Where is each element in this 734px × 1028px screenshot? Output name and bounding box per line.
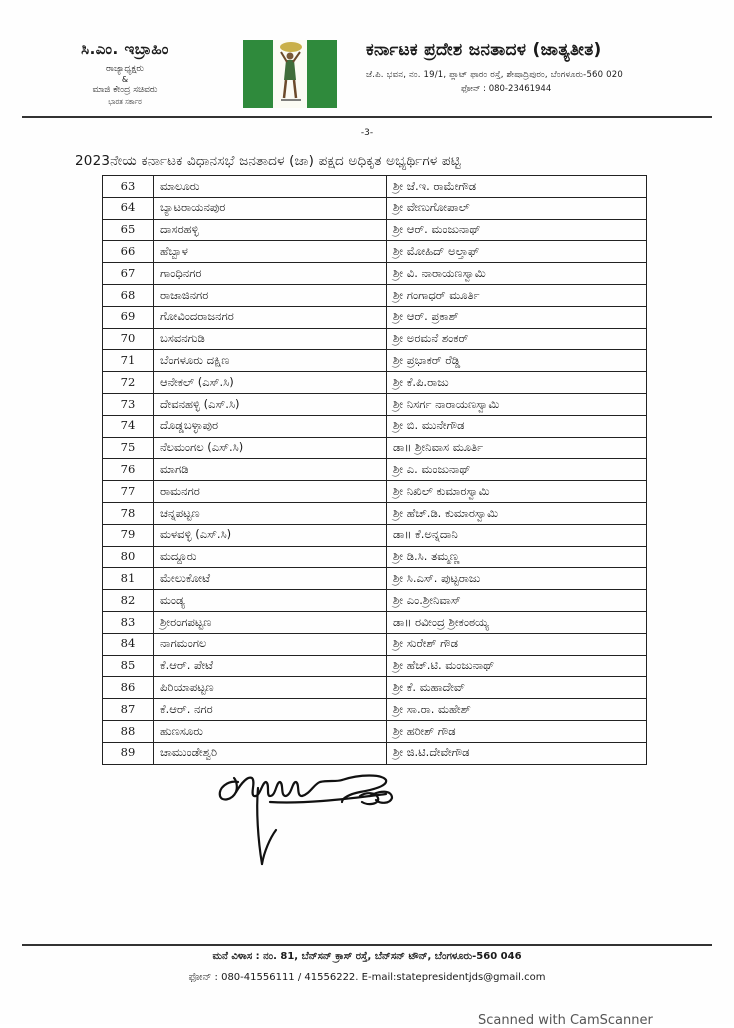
- letterhead-party: [366, 40, 686, 94]
- party-address: ಜೆ.ಪಿ. ಭವನ, ನಂ. 19/1, ಪ್ಲಾಟ್ ಫಾರಂ ರಸ್ತೆ, ಶೇಷಾದ್ರಿಪುರಂ, ಬೆಂಗಳೂರು-560 020: [366, 70, 624, 80]
- page-number: -3-: [360, 128, 374, 138]
- serial-number-cell: 74: [103, 415, 154, 437]
- table-row: [103, 568, 647, 590]
- document-title: 2023ನೇಯ ಕರ್ನಾಟಕ ವಿಧಾನಸಭೆ ಜನತಾದಳ (ಜಾ) ಪಕ್ಷದ ಅಧಿಕೃತ ಅಭ್ಯರ್ಥಿಗಳ ಪಟ್ಟಿ: [75, 153, 461, 169]
- table-row: [103, 437, 647, 459]
- table-row: [103, 263, 647, 285]
- candidate-cell: ಶ್ರೀ ಪ್ರಭಾಕರ್ ರೆಡ್ಡಿ: [387, 350, 647, 372]
- serial-number-cell: 76: [103, 459, 154, 481]
- serial-number-cell: 79: [103, 524, 154, 546]
- constituency-cell: ದೇವನಹಳ್ಳಿ (ಎಸ್.ಸಿ): [154, 393, 387, 415]
- serial-number-cell: 78: [103, 502, 154, 524]
- table-row: [103, 176, 647, 198]
- serial-number-cell: 86: [103, 677, 154, 699]
- candidate-cell: ಶ್ರೀ ಸುರೇಶ್ ಗೌಡ: [387, 633, 647, 655]
- table-row: [103, 720, 647, 742]
- constituency-cell: ಆನೇಕಲ್ (ಎಸ್.ಸಿ): [154, 372, 387, 394]
- serial-number-cell: 69: [103, 306, 154, 328]
- serial-number-cell: 80: [103, 546, 154, 568]
- table-row: [103, 481, 647, 503]
- constituency-cell: ಬೆಂಗಳೂರು ದಕ್ಷಿಣ: [154, 350, 387, 372]
- serial-number-cell: 81: [103, 568, 154, 590]
- candidate-cell: ಶ್ರೀ ಹರೀಶ್ ಗೌಡ: [387, 720, 647, 742]
- candidate-cell: ಶ್ರೀ ಬಿ. ಮುನೇಗೌಡ: [387, 415, 647, 437]
- constituency-cell: ಪಿರಿಯಾಪಟ್ಟಣ: [154, 677, 387, 699]
- table-row: [103, 328, 647, 350]
- candidate-cell: ಶ್ರೀ ಡಿ.ಸಿ. ತಮ್ಮಣ್ಣ: [387, 546, 647, 568]
- candidate-cell: ಡಾ॥ ರವೀಂದ್ರ ಶ್ರೀಕಂಠಯ್ಯ: [387, 611, 647, 633]
- constituency-cell: ಮಾಗಡಿ: [154, 459, 387, 481]
- table-row: [103, 655, 647, 677]
- serial-number-cell: 70: [103, 328, 154, 350]
- sender-name: ಸಿ.ಎಂ. ಇಬ್ರಾಹಿಂ: [81, 40, 169, 58]
- constituency-cell: ಮಾಲೂರು: [154, 176, 387, 198]
- candidate-table-body: [103, 176, 647, 765]
- constituency-cell: ಮೇಲುಕೋಟೆ: [154, 568, 387, 590]
- footer-divider: [22, 944, 712, 946]
- candidate-cell: ಶ್ರೀ ಸಾ.ರಾ. ಮಹೇಶ್: [387, 699, 647, 721]
- table-row: [103, 677, 647, 699]
- constituency-cell: ಚನ್ನಪಟ್ಟಣ: [154, 502, 387, 524]
- candidate-cell: ಡಾ॥ ಕೆ.ಅನ್ನದಾನಿ: [387, 524, 647, 546]
- constituency-cell: ಮಂಡ್ಯ: [154, 590, 387, 612]
- table-row: [103, 219, 647, 241]
- table-row: [103, 350, 647, 372]
- candidate-cell: ಡಾ॥ ಶ್ರೀನಿವಾಸ ಮೂರ್ತಿ: [387, 437, 647, 459]
- candidate-cell: ಶ್ರೀ ಗಂಗಾಧರ್ ಮೂರ್ತಿ: [387, 284, 647, 306]
- handwritten-signature: [210, 760, 400, 870]
- table-row: [103, 590, 647, 612]
- serial-number-cell: 75: [103, 437, 154, 459]
- serial-number-cell: 85: [103, 655, 154, 677]
- constituency-cell: ಶ್ರೀರಂಗಪಟ್ಟಣ: [154, 611, 387, 633]
- table-row: [103, 415, 647, 437]
- candidate-cell: ಶ್ರೀ ನಿಖಿಲ್ ಕುಮಾರಸ್ವಾಮಿ: [387, 481, 647, 503]
- constituency-cell: ರಾಜಾಜಿನಗರ: [154, 284, 387, 306]
- constituency-cell: ನಾಗಮಂಗಲ: [154, 633, 387, 655]
- constituency-cell: ಚಾಮುಂಡೇಶ್ವರಿ: [154, 742, 387, 764]
- sender-role-secondary: ಮಾಜಿ ಕೇಂದ್ರ ಸಚಿವರು: [92, 85, 158, 95]
- constituency-cell: ದಾಸರಹಳ್ಳಿ: [154, 219, 387, 241]
- letterhead-sender: [40, 40, 210, 107]
- constituency-cell: ಕೆ.ಆರ್. ಪೇಟೆ: [154, 655, 387, 677]
- party-emblem-logo: [243, 40, 337, 108]
- table-row: [103, 546, 647, 568]
- table-row: [103, 459, 647, 481]
- table-row: [103, 524, 647, 546]
- table-row: [103, 393, 647, 415]
- candidate-cell: ಶ್ರೀ ವೇಣುಗೋಪಾಲ್: [387, 197, 647, 219]
- table-row: [103, 197, 647, 219]
- constituency-cell: ಗಾಂಧಿನಗರ: [154, 263, 387, 285]
- serial-number-cell: 67: [103, 263, 154, 285]
- candidate-cell: ಶ್ರೀ ಆರ್. ಮಂಜುನಾಥ್: [387, 219, 647, 241]
- serial-number-cell: 88: [103, 720, 154, 742]
- footer-residence-address: ಮನೆ ವಿಳಾಸ : ನಂ. 81, ಬೆನ್‌ಸನ್ ಕ್ರಾಸ್ ರಸ್ತೆ, ಬೆನ್‌ಸನ್ ಟೌನ್, ಬೆಂಗಳೂರು-560 046: [212, 951, 522, 962]
- candidate-cell: ಶ್ರೀ ಸಿ.ಎಸ್. ಪುಟ್ಟರಾಜು: [387, 568, 647, 590]
- serial-number-cell: 71: [103, 350, 154, 372]
- serial-number-cell: 83: [103, 611, 154, 633]
- table-row: [103, 372, 647, 394]
- candidate-cell: ಶ್ರೀ ಅರಮನೆ ಶಂಕರ್: [387, 328, 647, 350]
- serial-number-cell: 64: [103, 197, 154, 219]
- sender-role: ರಾಜ್ಯಾಧ್ಯಕ್ಷರು: [106, 64, 144, 74]
- serial-number-cell: 82: [103, 590, 154, 612]
- candidate-cell: ಶ್ರೀ ಕೆ.ಪಿ.ರಾಜು: [387, 372, 647, 394]
- candidate-cell: ಶ್ರೀ ಆರ್. ಪ್ರಕಾಶ್: [387, 306, 647, 328]
- table-row: [103, 633, 647, 655]
- constituency-cell: ಹೆಬ್ಬಾಳ: [154, 241, 387, 263]
- constituency-cell: ಬ್ಯಾಟರಾಯನಪುರ: [154, 197, 387, 219]
- candidate-cell: ಶ್ರೀ ಹೆಚ್.ಟಿ. ಮಂಜುನಾಥ್: [387, 655, 647, 677]
- sender-ampersand: &: [121, 75, 129, 84]
- serial-number-cell: 68: [103, 284, 154, 306]
- table-row: [103, 284, 647, 306]
- serial-number-cell: 63: [103, 176, 154, 198]
- constituency-cell: ಮದ್ದೂರು: [154, 546, 387, 568]
- serial-number-cell: 89: [103, 742, 154, 764]
- candidate-table: [102, 175, 647, 765]
- constituency-cell: ಗೋವಿಂದರಾಜನಗರ: [154, 306, 387, 328]
- candidate-cell: ಶ್ರೀ ಜೆ.ಇ. ರಾಮೇಗೌಡ: [387, 176, 647, 198]
- candidate-cell: ಶ್ರೀ ಜಿ.ಟಿ.ದೇವೇಗೌಡ: [387, 742, 647, 764]
- table-row: [103, 241, 647, 263]
- constituency-cell: ಕೆ.ಆರ್. ನಗರ: [154, 699, 387, 721]
- sender-government: ಭಾರತ ಸರ್ಕಾರ: [108, 98, 142, 106]
- serial-number-cell: 65: [103, 219, 154, 241]
- table-row: [103, 699, 647, 721]
- serial-number-cell: 72: [103, 372, 154, 394]
- serial-number-cell: 73: [103, 393, 154, 415]
- header-divider: [22, 116, 712, 118]
- constituency-cell: ಮಳವಳ್ಳಿ (ಎಸ್.ಸಿ): [154, 524, 387, 546]
- party-name: ಕರ್ನಾಟಕ ಪ್ರದೇಶ ಜನತಾದಳ (ಜಾತ್ಯತೀತ): [366, 40, 602, 60]
- party-phone: ಫೋನ್ : 080-23461944: [461, 84, 552, 94]
- table-row: [103, 502, 647, 524]
- serial-number-cell: 66: [103, 241, 154, 263]
- scanner-watermark: Scanned with CamScanner: [478, 1013, 653, 1028]
- constituency-cell: ನೆಲಮಂಗಲ (ಎಸ್.ಸಿ): [154, 437, 387, 459]
- constituency-cell: ರಾಮನಗರ: [154, 481, 387, 503]
- table-row: [103, 611, 647, 633]
- serial-number-cell: 77: [103, 481, 154, 503]
- candidate-cell: ಶ್ರೀ ಹೆಚ್.ಡಿ. ಕುಮಾರಸ್ವಾಮಿ: [387, 502, 647, 524]
- serial-number-cell: 87: [103, 699, 154, 721]
- candidate-cell: ಶ್ರೀ ಕೆ. ಮಹಾದೇವ್: [387, 677, 647, 699]
- footer-contact: ಫೋನ್ : 080-41556111 / 41556222. E-mail:statepresidentjds@gmail.com: [188, 972, 546, 983]
- serial-number-cell: 84: [103, 633, 154, 655]
- candidate-cell: ಶ್ರೀ ಎ. ಮಂಜುನಾಥ್: [387, 459, 647, 481]
- constituency-cell: ಹುಣಸೂರು: [154, 720, 387, 742]
- constituency-cell: ಬಸವನಗುಡಿ: [154, 328, 387, 350]
- candidate-cell: ಶ್ರೀ ಎಂ.ಶ್ರೀನಿವಾಸ್: [387, 590, 647, 612]
- candidate-cell: ಶ್ರೀ ನಿಸರ್ಗ ನಾರಾಯಣಸ್ವಾಮಿ: [387, 393, 647, 415]
- constituency-cell: ದೊಡ್ಡಬಳ್ಳಾಪುರ: [154, 415, 387, 437]
- candidate-cell: ಶ್ರೀ ವಿ. ನಾರಾಯಣಸ್ವಾಮಿ: [387, 263, 647, 285]
- candidate-cell: ಶ್ರೀ ಮೋಹಿದ್ ಅಲ್ತಾಫ್: [387, 241, 647, 263]
- table-row: [103, 306, 647, 328]
